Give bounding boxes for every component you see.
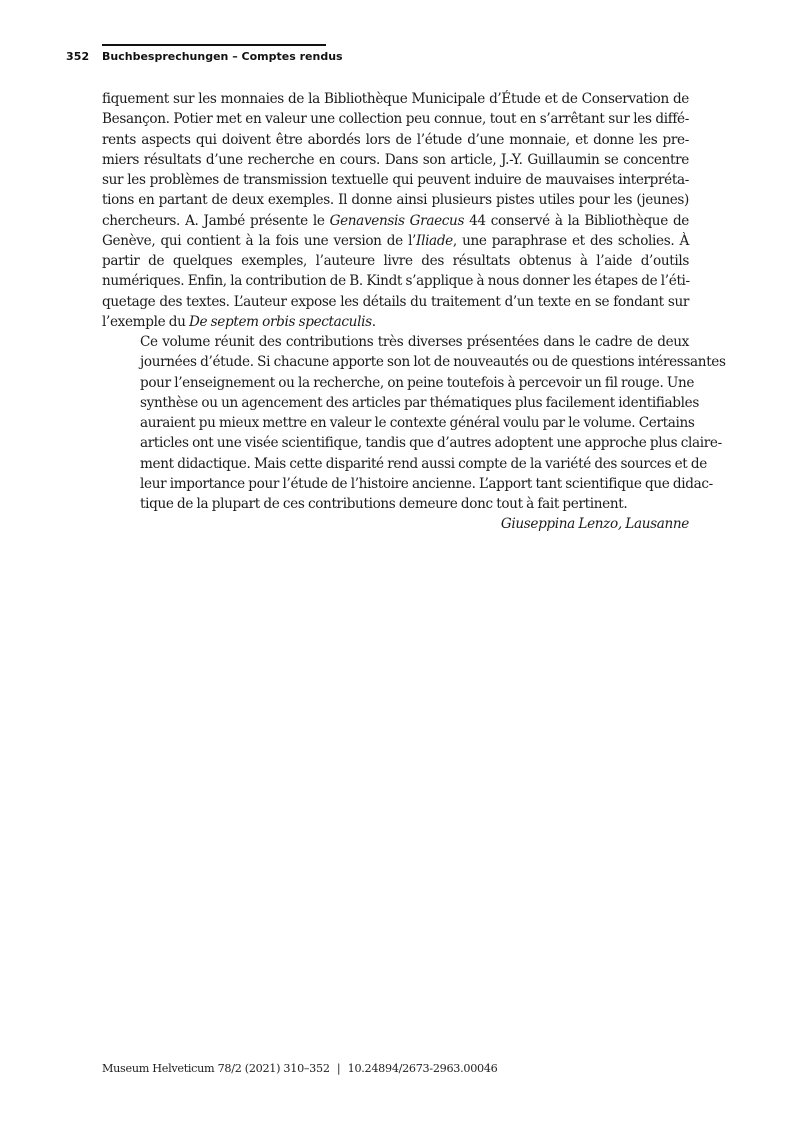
page-footer (102, 1062, 497, 1075)
italic-title: De septem orbis spectaculis (188, 313, 372, 330)
text-line (102, 474, 713, 494)
text-segment: Genève, qui contient à la fois une version de l’ (102, 232, 417, 249)
text-segment: synthèse ou un agencement des articles par thématiques plus facilement identifiables (140, 394, 699, 411)
footer-separator: | (336, 1062, 341, 1075)
text-segment: rents aspects qui doivent être abordés lors de l’étude d’une monnaie, et donne les pre- (102, 131, 689, 148)
text-segment: fiquement sur les monnaies de la Bibliothèque Municipale d’Étude et de Conservation de (102, 91, 689, 107)
review-body (102, 89, 726, 535)
text-segment: quetage des textes. L’auteur expose les détails du traitement d’un texte en se fondant sur (102, 293, 689, 310)
text-line (102, 352, 726, 372)
text-line (102, 393, 699, 413)
text-segment: journées d’étude. Si chacune apporte son lot de nouveautés ou de questions intéressantes (140, 354, 726, 371)
text-segment: chercheurs. A. Jambé présente le (102, 212, 330, 229)
italic-title: Iliade (416, 232, 453, 249)
text-segment: auraient pu mieux mettre en valeur le contexte général voulu par le volume. Certains (140, 415, 695, 431)
text-line (102, 454, 707, 474)
text-segment: leur importance pour l’étude de l’histoire ancienne. L’apport tant scientifique que didac- (140, 475, 713, 492)
paragraph (102, 89, 689, 332)
text-segment: , une paraphrase et des scholies. À (452, 232, 690, 249)
running-head (66, 44, 706, 68)
text-line (102, 150, 689, 170)
page-number: 352 (66, 50, 90, 63)
section-title: Buchbesprechungen – Comptes rendus (102, 50, 343, 63)
doi[interactable]: 10.24894/2673-2963.00046 (347, 1062, 498, 1075)
text-line (102, 494, 689, 514)
text-segment: l’exemple du (102, 313, 189, 330)
text-line (102, 292, 689, 312)
text-line (102, 251, 689, 271)
text-segment: partir de quelques exemples, l’auteure livre des résultats obtenus à l’aide d’outils (102, 253, 689, 269)
text-segment: tique de la plupart de ces contributions demeure donc tout à fait pertinent. (140, 496, 628, 512)
text-line (102, 89, 689, 109)
header-rule (102, 44, 326, 46)
text-line (102, 271, 689, 291)
text-line (102, 130, 689, 150)
text-line (102, 433, 722, 453)
text-line (102, 231, 689, 251)
reviewer-signature: Giuseppina Lenzo, Lausanne (500, 516, 689, 533)
text-segment: tions en partant de deux exemples. Il donne ainsi plusieurs pistes utiles pour les (jeunes) (102, 192, 689, 209)
text-segment: Ce volume réunit des contributions très diverses présentées dans le cadre de deux (140, 334, 689, 350)
text-line (102, 190, 689, 210)
text-line (102, 312, 689, 332)
text-line (102, 332, 689, 352)
text-segment: numériques. Enfin, la contribution de B. Kindt s’applique à nous donner les étapes de l’éti- (102, 273, 690, 290)
text-segment: . (371, 313, 376, 330)
text-segment: 44 conservé à la Bibliothèque de (464, 212, 689, 229)
paragraph (102, 332, 726, 514)
text-line (102, 211, 689, 231)
italic-title: Genavensis Graecus (329, 212, 465, 229)
text-segment: articles ont une visée scientifique, tandis que d’autres adoptent une approche plus claire- (140, 435, 722, 452)
text-line (102, 109, 689, 129)
text-line (102, 413, 695, 433)
text-segment: ment didactique. Mais cette disparité rend aussi compte de la variété des sources et de (140, 455, 707, 472)
journal-citation: Museum Helveticum 78/2 (2021) 310–352 (102, 1062, 330, 1075)
text-segment: miers résultats d’une recherche en cours. Dans son article, J.-Y. Guillaumin se concentre (102, 151, 689, 168)
text-segment: sur les problèmes de transmission textuelle qui peuvent induire de mauvaises interpréta- (102, 172, 689, 188)
text-segment: pour l’enseignement ou la recherche, on peine toutefois à percevoir un fil rouge. Une (140, 374, 695, 391)
text-line (102, 373, 695, 393)
paragraphs (102, 89, 726, 514)
text-line (102, 170, 689, 190)
text-segment: Besançon. Potier met en valeur une collection peu connue, tout en s’arrêtant sur les diffé- (102, 111, 689, 128)
